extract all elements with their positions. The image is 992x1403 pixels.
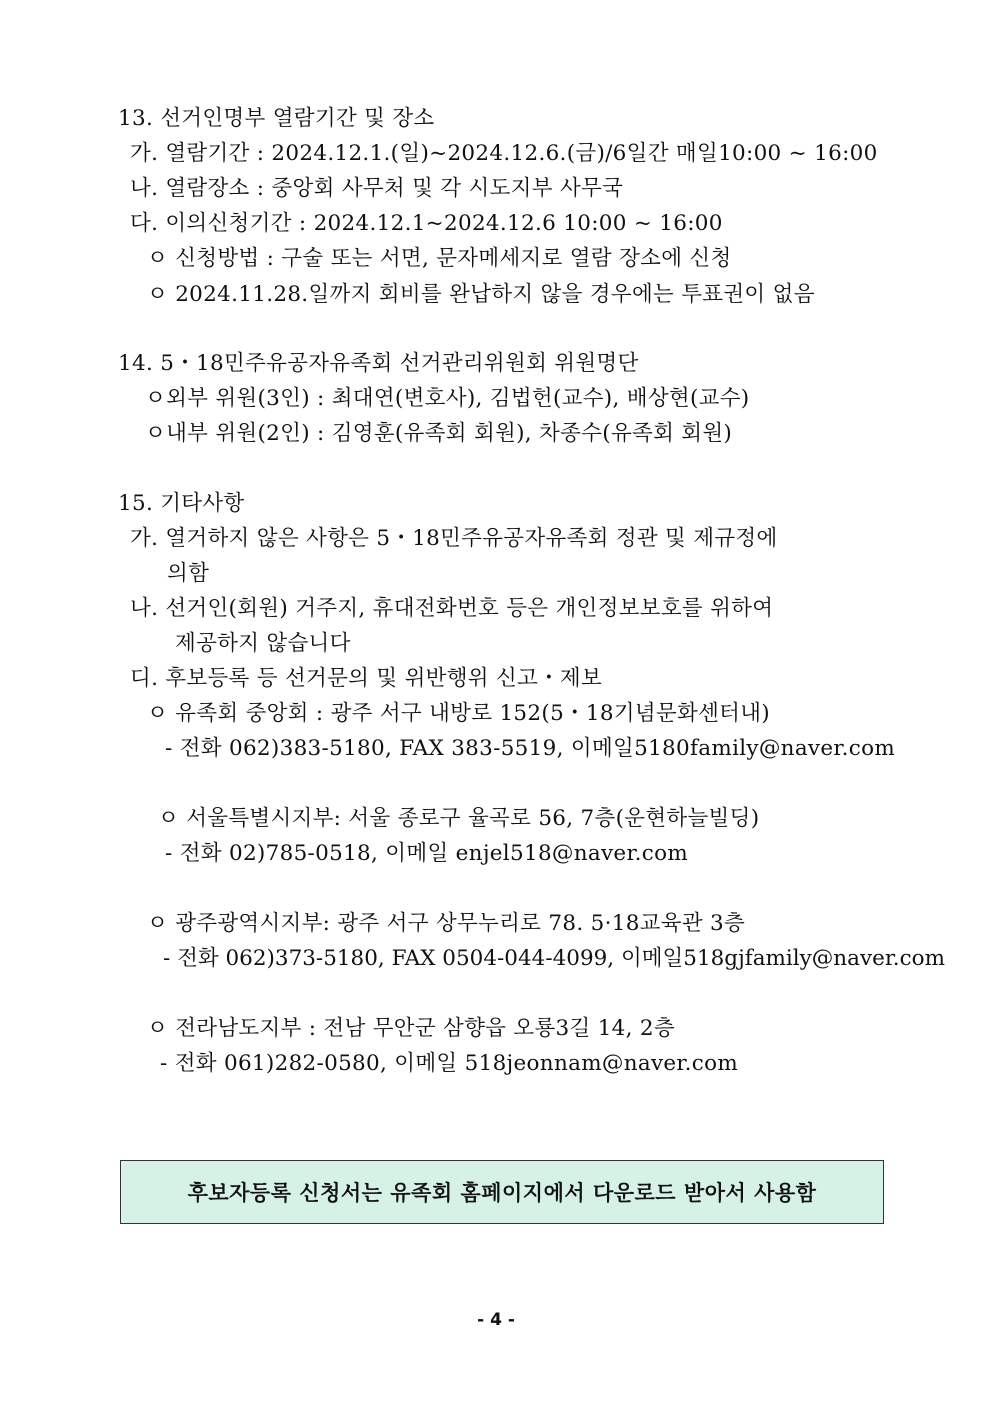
section-13-title: 13. 선거인명부 열람기간 및 장소 xyxy=(118,106,435,131)
section-13-period: 가. 열람기간 : 2024.12.1.(일)~2024.12.6.(금)/6일간 매일10:00 ~ 16:00 xyxy=(130,141,878,166)
jeonnam-contact: - 전화 061)282-0580, 이메일 518jeonnam@naver.com xyxy=(160,1051,739,1076)
section-15-item-a: 가. 열거하지 않은 사항은 5・18민주유공자유족회 정관 및 제규정에 xyxy=(130,526,778,551)
section-15-item-a-cont: 의함 xyxy=(167,561,210,586)
section-15-item-b-cont: 제공하지 않습니다 xyxy=(175,631,351,656)
page-number: - 4 - xyxy=(477,1310,515,1330)
section-14-title: 14. 5・18민주유공자유족회 선거관리위원회 위원명단 xyxy=(118,351,639,376)
section-14-internal: ㅇ내부 위원(2인) : 김영훈(유족회 회원), 차종수(유족회 회원) xyxy=(145,421,733,446)
gwangju-address: ㅇ 광주광역시지부: 광주 서구 상무누리로 78. 5·18교육관 3층 xyxy=(147,911,746,936)
section-13-method: ㅇ 신청방법 : 구술 또는 서면, 문자메세지로 열람 장소에 신청 xyxy=(147,246,732,271)
download-notice-box xyxy=(120,1160,884,1224)
jeonnam-address: ㅇ 전라남도지부 : 전남 무안군 삼향읍 오룡3길 14, 2층 xyxy=(147,1016,675,1041)
section-13-objection: 다. 이의신청기간 : 2024.12.1~2024.12.6 10:00 ~ 16:00 xyxy=(130,211,723,236)
section-15-item-b: 나. 선거인(회원) 거주지, 휴대전화번호 등은 개인정보보호를 위하여 xyxy=(130,596,774,621)
section-15-item-c: 디. 후보등록 등 선거문의 및 위반행위 신고・제보 xyxy=(130,666,603,691)
download-notice-text: 후보자등록 신청서는 유족회 홈페이지에서 다운로드 받아서 사용함 xyxy=(187,1181,817,1205)
section-13-fee-note: ㅇ 2024.11.28.일까지 회비를 완납하지 않을 경우에는 투표권이 없음 xyxy=(147,282,815,307)
section-15-title: 15. 기타사항 xyxy=(118,491,245,516)
gwangju-contact: - 전화 062)373-5180, FAX 0504-044-4099, 이메일518gjfamily@naver.com xyxy=(163,946,945,971)
seoul-address: ㅇ 서울특별시지부: 서울 종로구 율곡로 56, 7층(운현하늘빌딩) xyxy=(158,806,760,831)
section-14-external: ㅇ외부 위원(3인) : 최대연(변호사), 김법헌(교수), 배상현(교수) xyxy=(145,386,750,411)
section-13-place: 나. 열람장소 : 중앙회 사무처 및 각 시도지부 사무국 xyxy=(130,176,624,201)
hq-address: ㅇ 유족회 중앙회 : 광주 서구 내방로 152(5・18기념문화센터내) xyxy=(147,701,770,726)
hq-contact: - 전화 062)383-5180, FAX 383-5519, 이메일5180family@naver.com xyxy=(165,736,896,761)
seoul-contact: - 전화 02)785-0518, 이메일 enjel518@naver.com xyxy=(165,841,689,866)
